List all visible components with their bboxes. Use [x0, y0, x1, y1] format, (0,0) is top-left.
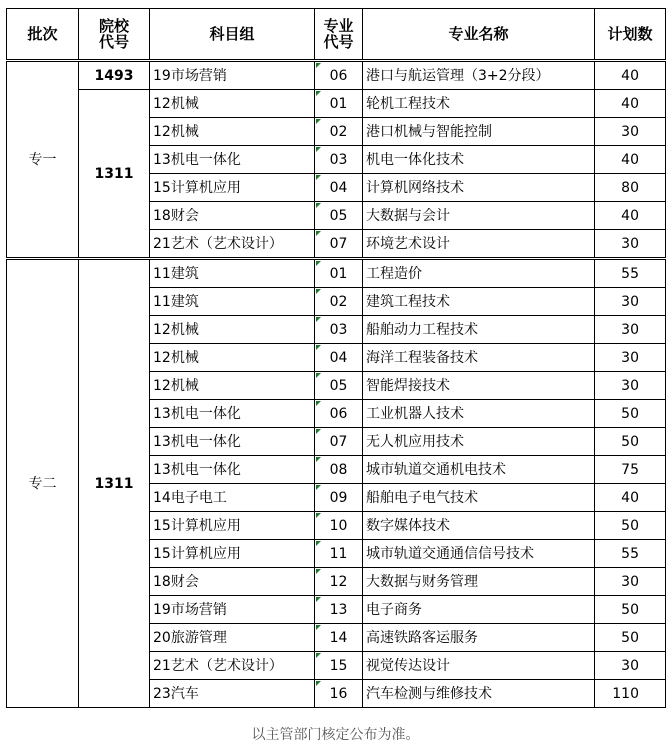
subject-group-cell: 18财会: [150, 568, 315, 596]
table-row: [7, 259, 666, 288]
plan-count-cell: 80: [595, 174, 666, 202]
footnote: 以主管部门核定公布为准。: [251, 727, 420, 743]
major-code-cell: 13: [315, 596, 363, 624]
plan-count-cell: 40: [595, 90, 666, 118]
major-code-cell: 04: [315, 344, 363, 372]
subject-group-cell: 11建筑: [150, 259, 315, 288]
subject-group-cell: 12机械: [150, 118, 315, 146]
plan-count-cell: 50: [595, 624, 666, 652]
subject-group-cell: 15计算机应用: [150, 174, 315, 202]
major-code-cell: 10: [315, 512, 363, 540]
subject-group-cell: 13机电一体化: [150, 456, 315, 484]
major-code-cell: 09: [315, 484, 363, 512]
major-name-cell: 无人机应用技术: [363, 428, 595, 456]
table-row: [7, 61, 666, 90]
subject-group-cell: 15计算机应用: [150, 540, 315, 568]
header-subject-group: 科目组: [150, 9, 315, 61]
subject-group-cell: 19市场营销: [150, 61, 315, 90]
header-major-code-line2: 代号: [323, 33, 354, 51]
major-code-cell: 02: [315, 288, 363, 316]
major-code-cell: 11: [315, 540, 363, 568]
subject-group-cell: 18财会: [150, 202, 315, 230]
major-name-cell: 电子商务: [363, 596, 595, 624]
major-code-cell: 16: [315, 680, 363, 708]
major-name-cell: 视觉传达设计: [363, 652, 595, 680]
subject-group-cell: 21艺术（艺术设计）: [150, 230, 315, 259]
major-code-cell: 01: [315, 90, 363, 118]
enrollment-plan-table: [6, 8, 666, 708]
plan-count-cell: 40: [595, 484, 666, 512]
major-name-cell: 智能焊接技术: [363, 372, 595, 400]
subject-group-cell: 14电子电工: [150, 484, 315, 512]
plan-count-cell: 30: [595, 372, 666, 400]
major-code-cell: 15: [315, 652, 363, 680]
plan-count-cell: 50: [595, 400, 666, 428]
subject-group-cell: 12机械: [150, 316, 315, 344]
major-name-cell: 机电一体化技术: [363, 146, 595, 174]
plan-count-cell: 30: [595, 230, 666, 259]
batch-cell: 专二: [7, 259, 79, 708]
plan-count-cell: 30: [595, 118, 666, 146]
major-name-cell: 城市轨道交通机电技术: [363, 456, 595, 484]
major-name-cell: 数字媒体技术: [363, 512, 595, 540]
major-code-cell: 06: [315, 61, 363, 90]
major-code-cell: 06: [315, 400, 363, 428]
major-name-cell: 工程造价: [363, 259, 595, 288]
major-code-cell: 05: [315, 202, 363, 230]
table-row: [7, 90, 666, 118]
plan-count-cell: 55: [595, 259, 666, 288]
plan-count-cell: 30: [595, 288, 666, 316]
header-major-code: [315, 9, 363, 61]
major-name-cell: 大数据与财务管理: [363, 568, 595, 596]
major-name-cell: 船舶动力工程技术: [363, 316, 595, 344]
subject-group-cell: 12机械: [150, 372, 315, 400]
major-code-cell: 14: [315, 624, 363, 652]
plan-count-cell: 75: [595, 456, 666, 484]
major-name-cell: 工业机器人技术: [363, 400, 595, 428]
plan-count-cell: 40: [595, 61, 666, 90]
major-name-cell: 环境艺术设计: [363, 230, 595, 259]
table-body: [7, 61, 666, 708]
major-code-cell: 01: [315, 259, 363, 288]
school-code-cell: 1493: [79, 61, 150, 90]
major-code-cell: 05: [315, 372, 363, 400]
major-name-cell: 港口机械与智能控制: [363, 118, 595, 146]
subject-group-cell: 23汽车: [150, 680, 315, 708]
major-code-cell: 12: [315, 568, 363, 596]
major-name-cell: 大数据与会计: [363, 202, 595, 230]
major-name-cell: 海洋工程装备技术: [363, 344, 595, 372]
subject-group-cell: 15计算机应用: [150, 512, 315, 540]
subject-group-cell: 13机电一体化: [150, 400, 315, 428]
header-plan: 计划数: [595, 9, 666, 61]
major-name-cell: 高速铁路客运服务: [363, 624, 595, 652]
major-code-cell: 07: [315, 428, 363, 456]
major-code-cell: 02: [315, 118, 363, 146]
subject-group-cell: 13机电一体化: [150, 146, 315, 174]
plan-count-cell: 50: [595, 428, 666, 456]
plan-count-cell: 40: [595, 202, 666, 230]
subject-group-cell: 21艺术（艺术设计）: [150, 652, 315, 680]
major-code-cell: 03: [315, 146, 363, 174]
school-code-cell: 1311: [79, 90, 150, 259]
major-name-cell: 计算机网络技术: [363, 174, 595, 202]
major-name-cell: 轮机工程技术: [363, 90, 595, 118]
plan-count-cell: 40: [595, 146, 666, 174]
major-code-cell: 07: [315, 230, 363, 259]
header-batch: 批次: [7, 9, 79, 61]
subject-group-cell: 13机电一体化: [150, 428, 315, 456]
header-school-code: [79, 9, 150, 61]
plan-count-cell: 50: [595, 512, 666, 540]
subject-group-cell: 11建筑: [150, 288, 315, 316]
school-code-cell: 1311: [79, 259, 150, 708]
plan-count-cell: 30: [595, 652, 666, 680]
major-name-cell: 建筑工程技术: [363, 288, 595, 316]
plan-count-cell: 30: [595, 316, 666, 344]
header-school-code-line1: 院校: [98, 17, 129, 35]
plan-count-cell: 30: [595, 344, 666, 372]
subject-group-cell: 12机械: [150, 90, 315, 118]
header-row: [7, 9, 666, 61]
major-name-cell: 港口与航运管理（3+2分段）: [363, 61, 595, 90]
subject-group-cell: 12机械: [150, 344, 315, 372]
batch-cell: 专一: [7, 61, 79, 259]
major-name-cell: 船舶电子电气技术: [363, 484, 595, 512]
header-major-code-line1: 专业: [323, 17, 354, 35]
major-name-cell: 城市轨道交通通信信号技术: [363, 540, 595, 568]
subject-group-cell: 20旅游管理: [150, 624, 315, 652]
plan-count-cell: 50: [595, 596, 666, 624]
major-code-cell: 03: [315, 316, 363, 344]
plan-count-cell: 110: [595, 680, 666, 708]
major-code-cell: 08: [315, 456, 363, 484]
major-name-cell: 汽车检测与维修技术: [363, 680, 595, 708]
major-code-cell: 04: [315, 174, 363, 202]
header-major-name: 专业名称: [363, 9, 595, 61]
subject-group-cell: 19市场营销: [150, 596, 315, 624]
header-school-code-line2: 代号: [98, 33, 129, 51]
plan-count-cell: 30: [595, 568, 666, 596]
plan-count-cell: 55: [595, 540, 666, 568]
